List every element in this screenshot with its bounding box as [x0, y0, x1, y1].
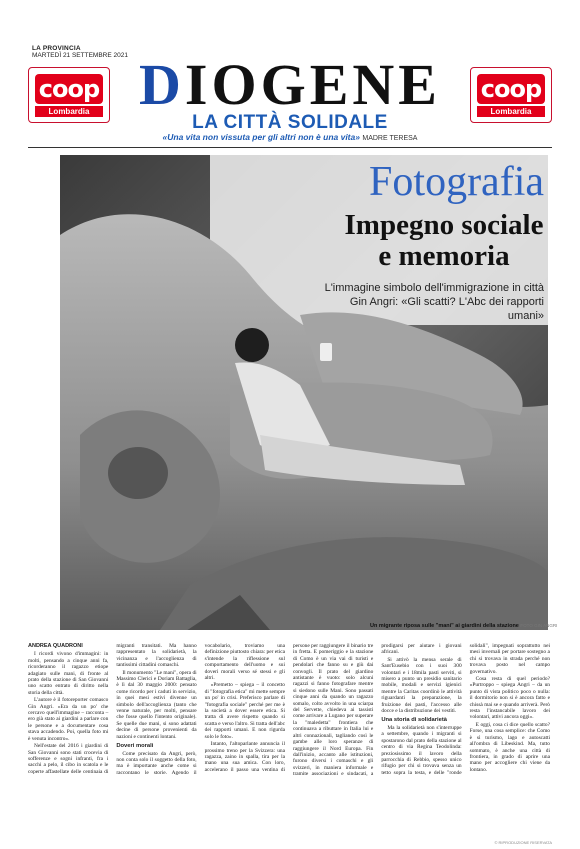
paragraph: E oggi, cosa ci dice quello scatto? Forse, una cosa semplice: che Como è sì turismo, lago e autoscatti all'ombra di Libeskind. Ma, tutto sommato, è anche una città di frontiera, in grado di aprire una mano per accogliere chi viene da lontano. [469, 721, 550, 773]
masthead-title-rest: IOGENE [184, 52, 441, 117]
coop-logo-right [470, 67, 552, 123]
quote-text: «Una vita non vissuta per gli altri non è una vita» [162, 132, 360, 142]
headline-line-2: e memoria [378, 240, 510, 272]
publication-line [32, 45, 128, 59]
coop-logo-region: Lombardia [477, 106, 545, 117]
paragraph: Si attivò la mensa serale di Sant'Eusebio con i suoi 300 volontari e i 18mila pasti serviti, si misero a punto un presidio sanitario mobile, modali e servizi igienici mentre la Caritas coordinò le attività riguardanti la preparazione, la fruizione dei pasti, l'accesso alle docce e la distribuzione dei vestiti. [381, 656, 462, 715]
publication-date: MARTEDÌ 21 SETTEMBRE 2021 [32, 52, 128, 59]
paragraph: Come precisato da Angri, però, non conta solo il soggetto della foto, ma è importante anche come si raccontano le storie. Agendo il vocabolario, troviamo una definizione piuttosto chiara: per etica s'intende la riflessione sul comportamento dell'uomo e sui doveri morali verso sé stessi e gli altri. [116, 643, 285, 776]
paragraph: Cosa resta di quel periodo? «Purtroppo – spiega Angri – da un punto di vista politico poco o nulla: il dormitorio non si è ancora fatto e chissà mai se e quando arriverà. Però resta l'instancabile lavoro dei volontari, attivi ancora oggi». [469, 676, 550, 721]
paragraph: Nell'estate del 2016 i giardini di San Giovanni sono stati crocevia di sofferenze e sogni infranti, fra i sacchi a pelo, il cibo in scatola e le coperte affastellate delle centinaia di migranti transitati. Ma hanno rappresentato la solidarietà, la vicinanza e l'accoglienza di tantissimi cittadini comaschi. [28, 643, 197, 775]
section-title: Fotografia [369, 159, 544, 205]
photo-caption [370, 623, 557, 629]
article-body [28, 643, 550, 839]
headline-line-1: Impegno sociale [344, 209, 544, 241]
header-divider [28, 147, 552, 148]
paragraph: Il monumento "Le mani", opera di Massimo Clerici e Doriam Battaglia, è lì dal 30 maggio 2000: pensato come ricordo per i caduti in servizio, in quei mesi estivi divenne un simbolo dell'accoglienza (tanto che venne naturale, per molti, pensare che fosse quello l'intento originale). Se quelle due mani, si sono adattati decine di persone provenienti da nazioni e continenti lontani. [116, 669, 197, 740]
paragraph: «Premetto – spiega – il concetto di "fotografia etica" mi mette sempre un po' in crisi. Preferisco parlare di "fotografia sociale" perché per me è la società a dover essere etica. Si tratta di avere rispetto quando si scatta e verso l'altro. Si tratta dell'abc dei rapporti umani. E non rigurda solo le foto». [204, 682, 285, 740]
masthead-title-initial: D [139, 52, 185, 117]
caption-text: Un migrante riposa sulle "mani" ai giardini della stazione [370, 623, 519, 629]
subheadline: L'immagine simbolo dell'immigrazione in città Gin Angri: «Gli scatti? L'Abc dei rapporti umani» [324, 282, 544, 322]
coop-logo-region: Lombardia [35, 106, 103, 117]
paragraph: I ricordi vivono d'immagini: in molti, pensando a cinque anni fa, ricorderanno il ragazzo etiope adagiato sulle mani, di fronte al prato della stazione di San Giovanni uno scatto entrato di diritto nella storia della città. [28, 651, 109, 696]
copyright-note: © RIPRODUZIONE RISERVATA [494, 840, 552, 845]
masthead-quote [0, 132, 580, 142]
coop-logo-text: coop [477, 74, 545, 104]
coop-logo-left [28, 67, 110, 123]
subtitle-doveri-morali: Doveri morali [116, 743, 154, 750]
masthead-title [115, 52, 465, 117]
byline: ANDREA QUADRONI [28, 643, 83, 649]
coop-logo-text: coop [35, 74, 103, 104]
masthead-subtitle: LA CITTÀ SOLIDALE [192, 112, 388, 133]
publication-name: LA PROVINCIA [32, 45, 81, 52]
paragraph: Intanto, l'altoparlante annuncia il prossimo treno per la Svizzera: una ragazza, zaino in spalla, tira per la mano una sua amica. Con loro, accelerano il passo una ventina di persone per raggiungere il binario tre in fretta. E pomeriggio e la stazione di Como è un via vai di turisti e pendolari che fanno su e giù dai convogli. Il prato del giardino antistante è vuoto: solo alcuni ragazzi si fanno fotografare mentre si siedono sulle Mani. Sono passati cinque anni da quando un ragazzo somalo, colto avvolto in una sciarpa del Servette, chiedeva ai tassisti come arrivare a Lugano per superare la "maledetta" frontiera che continuava a ributtare in Italia lui e altri connazionali, tagliando così le gambe alle loro speranze di raggiungere il Nord Europa. Fin dall'inizio, accanto alle istituzioni, furono diversi i comaschi e gli svizzeri, in maniera informale e tramite associazioni e sindacati, a prodigarsi per aiutare i giovani africani. [204, 643, 462, 778]
article-heading [344, 160, 544, 272]
headline [344, 210, 544, 272]
photo-credit: FOTO GIN ANGRI [520, 623, 558, 628]
quote-author: MADRE TERESA [362, 135, 418, 142]
paragraph: L'autore è il fotoreporter comasco Gin Angri. «Era da un po' che cercavo quell'immagine – racconta – ero già stato ai giardini a parlare con le persone e a documentare cosa stava accadendo. Poi, quella foto mi è venuta incontro». [28, 697, 109, 742]
masthead [115, 52, 465, 134]
subtitle-storia-solidarieta: Una storia di solidarietà [381, 717, 448, 724]
paragraph: Ma la solidarietà non s'interruppe a settembre, quando i migranti si spostarono dal prato della stazione al centro di via Regina Teodolinda: preziosissimo il lavoro della parrocchia di Rebbio, spesso unico rifugio per chi si trovava senza un tetto sopra la testa, e delle "ronde solidali", impegnati soprattutto nei mesi invernali per portare sostegno a chi si trovava in strada perché non trovava posto nel campo governativo. [381, 643, 550, 776]
